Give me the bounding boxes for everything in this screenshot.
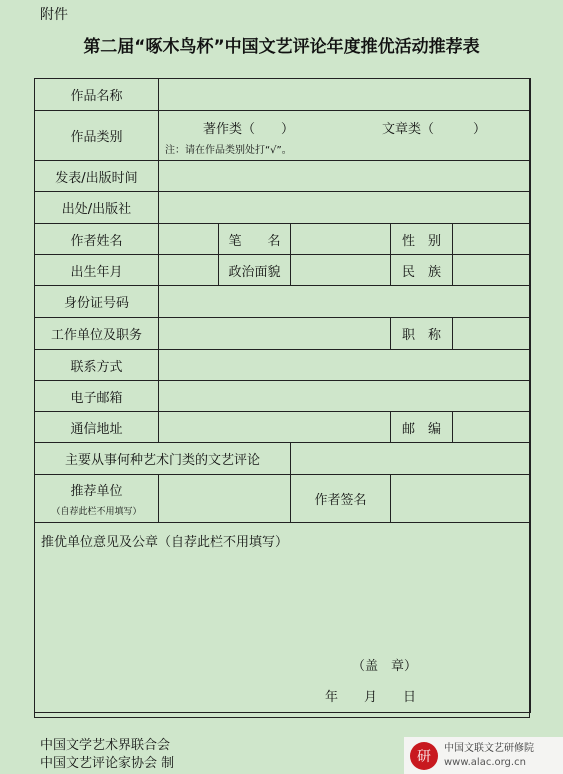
gender-field[interactable] — [453, 224, 531, 255]
gender-label: 性 别 — [391, 224, 453, 255]
seal-label: （盖 章） — [352, 659, 418, 674]
category-article-option[interactable]: 文章类（ ） — [382, 121, 487, 137]
ethnicity-label: 民 族 — [391, 255, 453, 286]
email-field[interactable] — [159, 381, 531, 412]
opinion-label: 推优单位意见及公章（自荐此栏不用填写） — [41, 535, 289, 550]
publisher-label: 出处/出版社 — [35, 192, 159, 224]
author-name-field[interactable] — [159, 224, 219, 255]
opinion-section[interactable] — [35, 523, 531, 713]
attachment-label: 附件 — [40, 7, 68, 23]
recommender-label — [35, 475, 159, 523]
pen-name-label: 笔 名 — [219, 224, 291, 255]
maker-name: 中国文艺评论家协会 制 — [40, 756, 175, 771]
publish-time-field[interactable] — [159, 161, 531, 192]
date-label: 年 月 日 — [325, 690, 417, 705]
postcode-label: 邮 编 — [391, 412, 453, 443]
address-field[interactable] — [159, 412, 391, 443]
title-rank-label: 职 称 — [391, 318, 453, 350]
contact-field[interactable] — [159, 350, 531, 381]
contact-label: 联系方式 — [35, 350, 159, 381]
recommender-field[interactable] — [159, 475, 291, 523]
address-label: 通信地址 — [35, 412, 159, 443]
category-note: 注：请在作品类别处打“√”。 — [165, 144, 292, 156]
recommender-note: （自荐此栏不用填写） — [51, 507, 142, 517]
postcode-field[interactable] — [453, 412, 531, 443]
workplace-field[interactable] — [159, 318, 391, 350]
watermark-url: www.alac.org.cn — [444, 756, 526, 768]
author-name-label: 作者姓名 — [35, 224, 159, 255]
id-number-label: 身份证号码 — [35, 286, 159, 318]
title-rank-field[interactable] — [453, 318, 531, 350]
birth-date-field[interactable] — [159, 255, 219, 286]
birth-date-label: 出生年月 — [35, 255, 159, 286]
watermark — [404, 737, 563, 774]
page-title: 第二届“啄木鸟杯”中国文艺评论年度推优活动推荐表 — [83, 37, 480, 57]
organizer-name: 中国文学艺术界联合会 — [40, 738, 171, 753]
work-category-label: 作品类别 — [35, 111, 159, 161]
workplace-label: 工作单位及职务 — [35, 318, 159, 350]
publish-time-label: 发表/出版时间 — [35, 161, 159, 192]
email-label: 电子邮箱 — [35, 381, 159, 412]
author-signature-label: 作者签名 — [291, 475, 391, 523]
id-number-field[interactable] — [159, 286, 531, 318]
ethnicity-field[interactable] — [453, 255, 531, 286]
main-art-field-label: 主要从事何种艺术门类的文艺评论 — [35, 443, 291, 475]
political-status-field[interactable] — [291, 255, 391, 286]
main-art-field-input[interactable] — [291, 443, 531, 475]
political-status-label: 政治面貌 — [219, 255, 291, 286]
recommendation-form — [34, 78, 531, 713]
work-category-field[interactable] — [159, 111, 531, 161]
work-name-label: 作品名称 — [35, 79, 159, 111]
pen-name-field[interactable] — [291, 224, 391, 255]
watermark-name: 中国文联文艺研修院 — [444, 742, 534, 754]
author-signature-field[interactable] — [391, 475, 531, 523]
work-name-field[interactable] — [159, 79, 531, 111]
watermark-text — [444, 742, 534, 770]
institute-logo-icon: 研 — [410, 742, 438, 770]
publisher-field[interactable] — [159, 192, 531, 224]
recommender-title: 推荐单位 — [70, 484, 123, 499]
category-book-option[interactable]: 著作类（ ） — [203, 121, 295, 137]
